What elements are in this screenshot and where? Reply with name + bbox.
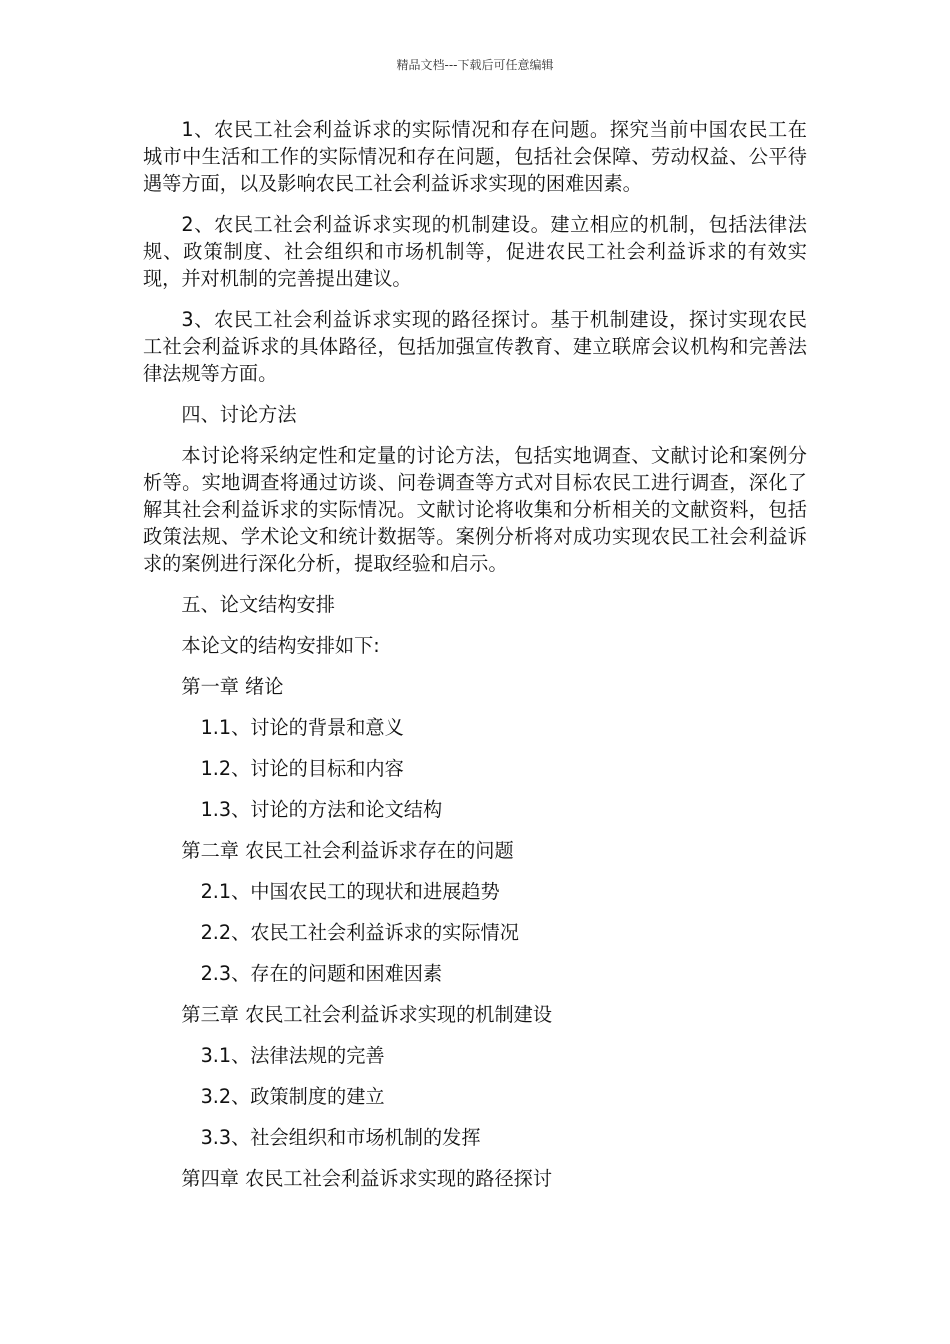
chapter-title-1: 第一章 绪论: [181, 675, 284, 698]
toc-item: 2.2、农民工社会利益诉求的实际情况: [200, 921, 519, 944]
toc-item: 1.3、讨论的方法和论文结构: [200, 798, 443, 821]
chapter-title-3: 第三章 农民工社会利益诉求实现的机制建设: [181, 1003, 553, 1026]
toc-item: 1.2、讨论的目标和内容: [200, 757, 404, 780]
paragraph-item-3: 3、农民工社会利益诉求实现的路径探讨。基于机制建设，探讨实现农民工社会利益诉求的具体路径，包括加强宣传教育、建立联席会议机构和完善法律法规等方面。: [143, 308, 807, 385]
page-header: 精品文档---下载后可任意编辑: [396, 58, 554, 72]
document-body: [143, 116, 807, 1206]
toc-item: 3.1、法律法规的完善: [200, 1044, 385, 1067]
section-heading-methods: 四、讨论方法: [181, 403, 297, 426]
structure-intro: 本论文的结构安排如下:: [181, 634, 380, 657]
toc-item: 3.2、政策制度的建立: [200, 1085, 385, 1108]
chapter-title-2: 第二章 农民工社会利益诉求存在的问题: [181, 839, 514, 862]
toc-item: 2.1、中国农民工的现状和进展趋势: [200, 880, 500, 903]
toc-item: 3.3、社会组织和市场机制的发挥: [200, 1126, 481, 1149]
paragraph-item-2: 2、农民工社会利益诉求实现的机制建设。建立相应的机制，包括法律法规、政策制度、社会组织和市场机制等，促进农民工社会利益诉求的有效实现，并对机制的完善提出建议。: [143, 213, 807, 290]
toc-item: 1.1、讨论的背景和意义: [200, 716, 404, 739]
section-heading-structure: 五、论文结构安排: [181, 593, 335, 616]
chapter-title-4: 第四章 农民工社会利益诉求实现的路径探讨: [181, 1167, 553, 1190]
methods-paragraph: 本讨论将采纳定性和定量的讨论方法，包括实地调查、文献讨论和案例分析等。实地调查将通过访谈、问卷调查等方式对目标农民工进行调查，深化了解其社会利益诉求的实际情况。文献讨论将收集和分析相关的文献资料，包括政策法规、学术论文和统计数据等。案例分析将对成功实现农民工社会利益诉求的案例进行深化分析，提取经验和启示。: [143, 444, 807, 575]
paragraph-item-1: 1、农民工社会利益诉求的实际情况和存在问题。探究当前中国农民工在城市中生活和工作的实际情况和存在问题，包括社会保障、劳动权益、公平待遇等方面，以及影响农民工社会利益诉求实现的困难因素。: [143, 118, 807, 195]
toc-item: 2.3、存在的问题和困难因素: [200, 962, 443, 985]
